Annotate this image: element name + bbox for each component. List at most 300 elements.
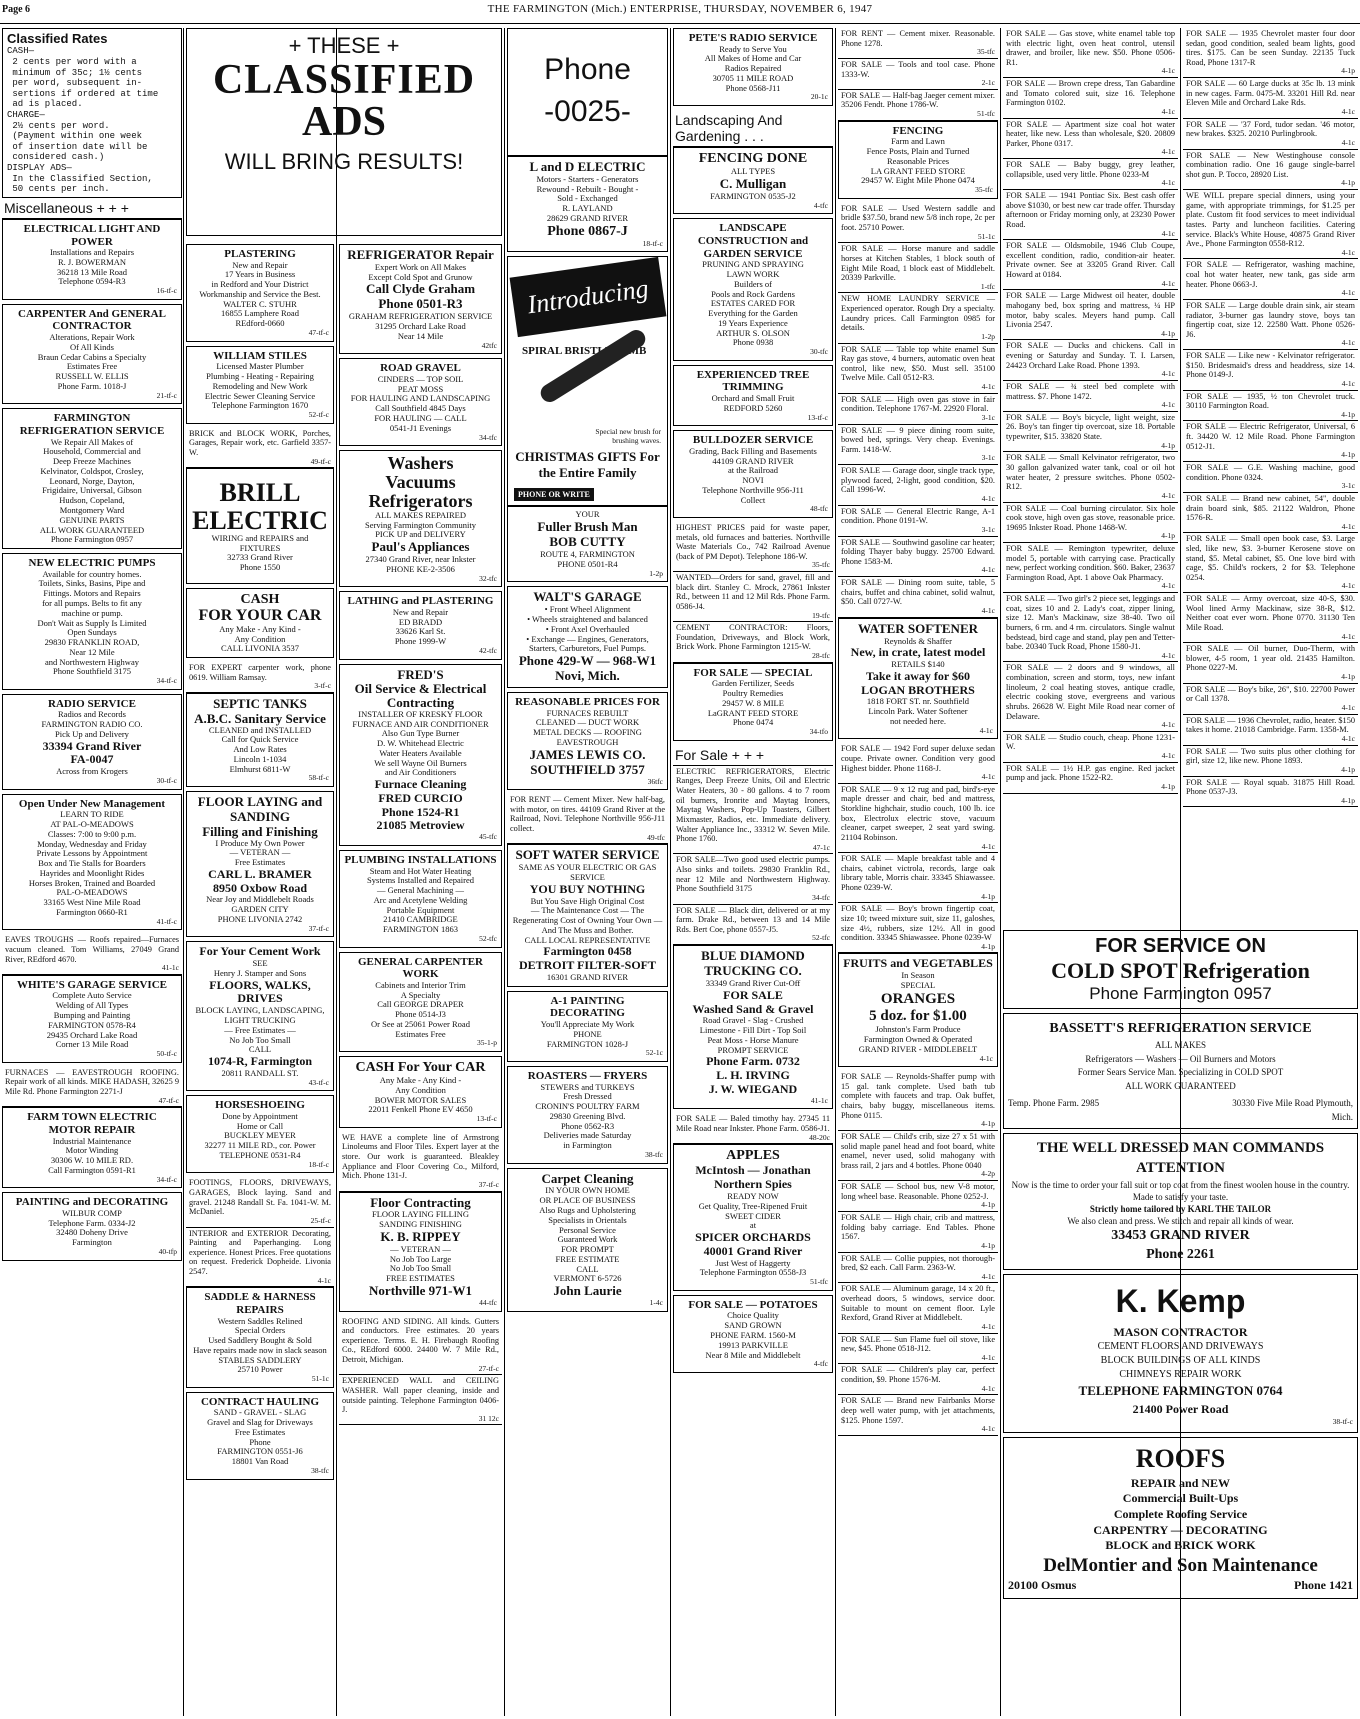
classified-listing: [2, 1067, 182, 1108]
ad-line: Furnace Cleaning: [374, 777, 467, 792]
classified-listing: [673, 572, 833, 622]
ad-code: 51-tfc: [810, 1277, 828, 1287]
bassett-address: 30330 Five Mile Road Plymouth, Mich.: [1232, 1098, 1353, 1122]
ad-line: Deep Freeze Machines: [53, 456, 131, 467]
ad-line: But You Save High Original Cost: [530, 895, 645, 906]
listing-text: FOR SALE — Garage door, single track type, plywood faced, 2-light, good condition, $20. Call 1996-W.: [841, 466, 995, 495]
ad-line: CALL: [248, 1044, 272, 1055]
classified-listing: [838, 577, 998, 618]
ad-line: SPECIAL: [900, 980, 936, 991]
ad-line: OR PLACE OF BUSINESS: [539, 1195, 636, 1206]
banner-these: + THESE +: [288, 33, 400, 58]
classified-listing: [1003, 78, 1178, 119]
listing-text: FOR SALE — Oldsmobile, 1946 Club Coupe, excellent condition, radio, condition-air heater. Private owner. See at 33205 Grand River. Call Howard at 0184.: [1006, 241, 1175, 280]
listing-code: 4-1c: [1161, 369, 1175, 379]
well-dressed-line: Now is the time to order your fall suit or top coat from the finest woolen house in the country. Made to satisfy your taste.: [1011, 1179, 1350, 1202]
classified-ad: [673, 663, 833, 741]
ad-line: Hudson, Copeland,: [59, 495, 125, 506]
listing-text: WE HAVE a complete line of Armstrong Linoleums and Floor Tiles. Expert layer at the store. Our work is guaranteed. Bleakley Appliance and Floor Covering Co., Milford, Mich. Phone 131-J.: [342, 1132, 499, 1181]
ad-line: Near Joy and Middlebelt Roads: [206, 894, 314, 905]
ad-code: 35-1-p: [477, 1038, 497, 1048]
ad-line: CALL: [576, 1263, 599, 1274]
ad-code: 38-tfc: [311, 1465, 329, 1475]
classified-ad: [339, 591, 502, 659]
listing-code: 4-1c: [981, 1424, 995, 1434]
ad-display-line: Oil Service & Electrical Contracting: [354, 681, 487, 711]
ad-line: GENUINE PARTS: [59, 514, 125, 525]
listing-text: FOR SALE — 1941 Pontiac Six. Best cash offer above $1030, or best new car trade offer. Thursday afternoon or Friday morning only, at 23230 Power Road.: [1006, 191, 1175, 229]
ad-line: Frigidaire, Universal, Gibson: [42, 485, 142, 496]
classified-listing: [1183, 533, 1358, 593]
classified-listing: [186, 662, 334, 693]
banner-ads: ADS: [301, 99, 387, 145]
listing-code: 4-1p: [1161, 328, 1175, 338]
listing-code: 4-1p: [1341, 795, 1355, 805]
ad-heading: ROASTERS — FRYERS: [527, 1069, 648, 1082]
ad-line: Phone 0867-J: [547, 223, 628, 239]
ad-line: LA GRANT FEED STORE: [870, 165, 966, 176]
listing-code: 4-1p: [1161, 440, 1175, 450]
ad-code: 58-tf-c: [308, 773, 329, 783]
ad-heading: FENCING: [892, 124, 944, 137]
ad-code: 36tfc: [647, 776, 663, 786]
classified-ad: [186, 1095, 334, 1173]
ad-heading: FRUITS and VEGETABLES: [843, 956, 993, 971]
classified-listing: [1183, 462, 1358, 493]
ad-line: And Low Rates: [233, 744, 287, 755]
ad-line: CARL L. BRAMER: [208, 866, 312, 881]
coldspot-line2: COLD SPOT Refrigeration: [1051, 958, 1310, 983]
ad-code: 13-tf-c: [476, 1114, 497, 1124]
classified-ad: [673, 365, 833, 426]
ad-heading: PETE'S RADIO SERVICE: [688, 32, 818, 44]
classified-listing: [1183, 777, 1358, 808]
classified-listing: [838, 1334, 998, 1365]
ad-line: Plumbing - Heating - Repairing: [206, 371, 314, 382]
ad-line: Hayrides and Moonlight Rides: [39, 867, 145, 878]
listing-code: 28-tfc: [812, 651, 830, 661]
classified-listing: [1003, 412, 1178, 453]
ad-line: 25710 Power: [237, 1364, 283, 1375]
ad-line: Lincoln Park. Water Softener: [868, 706, 968, 717]
ad-heading: WALT'S GARAGE: [533, 589, 642, 605]
listing-code: 4-1c: [1161, 106, 1175, 116]
column-rule: [336, 28, 337, 1716]
classified-listing: [2, 934, 182, 975]
classified-listing: [1183, 684, 1358, 715]
ad-code: 40-tfp: [158, 1246, 177, 1256]
classified-ad: [186, 588, 334, 658]
ad-line: Grading, Back Filling and Basements: [689, 445, 817, 456]
listing-code: 25-tf-c: [310, 1215, 331, 1225]
ad-line: Also Rugs and Upholstering: [539, 1205, 636, 1215]
ad-line: 36218 13 Mile Road: [56, 266, 128, 277]
ad-line: — The Maintenance Cost — The Regenerating Cost of Owning Your Own — And The Muss and Bother.: [512, 905, 663, 935]
ad-heading: ELECTRICAL LIGHT AND POWER: [23, 222, 161, 248]
ad-line: McIntosh — Jonathan: [695, 1163, 811, 1178]
listing-text: FOR SALE — Horse manure and saddle horses at Kitchen Stables, 1 block south of Eight Mile Road, 1 block east of Middlebelt. 20339 Parkville.: [841, 244, 995, 283]
listing-code: 2-1c: [981, 78, 995, 88]
phone-box: [507, 28, 668, 156]
listing-text: FOR EXPERT carpenter work, phone 0619. William Ramsay.: [189, 663, 331, 682]
listing-code: 4-1c: [1161, 490, 1175, 500]
column-rule: [183, 28, 184, 1716]
classified-listing: [1003, 732, 1178, 763]
ad-line: Leonard, Norge, Dayton,: [49, 475, 135, 486]
ad-line: Guaranteed Work: [557, 1234, 618, 1245]
ad-heading: WILLIAM STILES: [213, 349, 307, 362]
column-rule: [1000, 28, 1001, 1716]
ad-line: Phone 1524-R1: [381, 804, 460, 819]
ad-line: 33349 Grand River Cut-Off: [705, 977, 801, 988]
classified-listing: [673, 854, 833, 904]
listing-text: FOR SALE — Refrigerator, washing machine, coal hot water heater, new tank, gas side arm heater. Phone 0663-J.: [1186, 260, 1355, 289]
ad-line: not needed here.: [890, 715, 946, 726]
kemp-line: CEMENT FLOORS AND DRIVEWAYS: [1097, 1341, 1264, 1353]
ad-line: Specialists in Orientals: [548, 1214, 627, 1225]
kemp-line: CHIMNEYS REPAIR WORK: [1119, 1369, 1242, 1381]
ad-line: R. LAYLAND: [562, 203, 613, 214]
listing-code: 4-1c: [1341, 378, 1355, 388]
listing-code: 4-1c: [981, 1271, 995, 1281]
ad-line: A Specialty: [400, 989, 441, 1000]
ad-code: 21-tf-c: [156, 390, 177, 400]
ad-line: FARMINGTON 1863: [382, 924, 458, 935]
listing-text: FOR SALE — Brand new Fairbanks Morse deep well water pump, with jet attachments, $125. Phone 1597.: [841, 1396, 995, 1425]
classified-ad: [339, 1192, 502, 1312]
listing-text: FOR SALE — Like new - Kelvinator refrigerator. $150. Bridesmaid's dress and headdress, size 14. Phone 0149-J.: [1186, 351, 1355, 380]
well-dressed-address: 33453 GRAND RIVER: [1111, 1228, 1250, 1244]
roofs-line: Commercial Built-Ups: [1122, 1491, 1239, 1506]
ad-code: 48-tfc: [810, 504, 828, 514]
column-rule: [835, 28, 836, 1716]
listing-code: 4-2p: [981, 1169, 995, 1179]
ad-line: BUCKLEY MEYER: [224, 1130, 296, 1141]
ad-line: Phone 0501-R3: [378, 296, 463, 312]
classified-ad: [673, 28, 833, 106]
classified-listing: [838, 465, 998, 506]
listing-text: FOR SALE — Gas stove, white enamel table top with electric light, oven heat control, utensil drawer, and broiler, like new. $50. Phone 0506-R1.: [1006, 29, 1175, 67]
ad-line: 16301 GRAND RIVER: [546, 971, 629, 982]
ad-line: Any Condition: [234, 633, 286, 644]
listing-text: FOR SALE — Maple breakfast table and 4 chairs, cabinet victrola, records, large oak library table, Morris chair. 33345 Shiawassee. Phone 0239-W.: [841, 854, 995, 893]
ad-display-line: Filling and Finishing: [202, 823, 318, 839]
listing-text: FOR SALE — Ducks and chickens. Call in evening or Saturday and Sunday. T. I. Larsen, 24423 Orchard Lake Road. Phone 1393.: [1006, 341, 1175, 370]
listing-code: 3-1c: [981, 412, 995, 422]
ad-line: YOU BUY NOTHING: [529, 881, 646, 896]
listing-code: 47-tf-c: [158, 1095, 179, 1105]
listing-text: FOR SALE — 9 piece dining room suite, bowed bed, springs. Very cheap. Evenings. Farm. 1418-W.: [841, 425, 995, 454]
classified-listing: [1003, 28, 1178, 78]
ad-line: Farmington: [72, 1237, 112, 1248]
classified-ad: [186, 791, 334, 937]
listing-code: 4-1c: [1161, 147, 1175, 157]
phone-label: Phone: [544, 53, 631, 86]
ad-line: machine or pump.: [61, 607, 123, 618]
ad-heading: A-1 PAINTING DECORATING: [550, 994, 625, 1020]
rates-line: CHARGE—: [7, 109, 45, 120]
ad-heading: FOR SALE — POTATOES: [688, 1298, 818, 1311]
listing-text: FOR SALE — 1935 Chevrolet master four door sedan, good condition, sealed beam lights, good tires. $175. Can be seen Sunday. 22135 Tuck Road, Phone 1317-R: [1186, 29, 1355, 67]
ad-code: 20-1c: [810, 92, 828, 102]
listing-code: 4-1c: [1341, 137, 1355, 147]
rates-line: 2½ cents per word.: [7, 120, 110, 131]
listing-code: 4-1p: [1341, 764, 1355, 774]
classified-ad: [2, 975, 182, 1063]
ad-line: 18801 Van Road: [231, 1456, 289, 1467]
ad-line: — VETERAN —: [229, 847, 291, 858]
ad-line: Toilets, Sinks, Basins, Pipe and: [38, 578, 146, 589]
ad-code: 4-1c: [979, 725, 993, 735]
ad-line: 32277 11 MILE RD., cor. Power: [204, 1140, 316, 1151]
ad-line: Box and Tie Stalls for Boarders: [38, 858, 146, 869]
ad-code: 42tfc: [481, 340, 497, 350]
classified-listing: [1003, 290, 1178, 340]
listing-text: FOR SALE — High oven gas stove in fair condition. Telephone 1767-M. 22920 Floral.: [841, 394, 995, 414]
kemp-line: BLOCK BUILDINGS OF ALL KINDS: [1100, 1355, 1261, 1367]
roofs-phone: Phone 1421: [1293, 1578, 1353, 1593]
classified-listing: [1183, 28, 1358, 78]
ad-line: Phone 1550: [239, 562, 281, 573]
ad-heading: BULLDOZER SERVICE: [692, 434, 814, 447]
classified-listing: [339, 1316, 502, 1376]
ad-line: FOR HAULING AND LANDSCAPING: [350, 393, 491, 404]
listing-code: 41-1c: [161, 963, 179, 973]
rates-line: DISPLAY ADS—: [7, 163, 72, 174]
listing-text: FOR SALE — Small open book case, $3. Large sled, like new, $3. 3-burner Kerosene stove on stand, $5. Metal cabinet, $5. One love bird with cage, $5. Child's rockers, 2 for $3. Telephone 0254.: [1186, 534, 1355, 582]
listing-code: 51-tfc: [977, 109, 995, 119]
ad-code: 42-tfc: [479, 645, 497, 655]
ad-line: Phone 0514-J3: [395, 1009, 446, 1020]
ad-line: Personal Service: [559, 1224, 616, 1235]
ad-code: 30-tf-c: [156, 776, 177, 786]
classified-ad: [507, 844, 668, 986]
ad-line: Paul's Appliances: [371, 539, 470, 555]
page-header: [0, 0, 1360, 24]
ad-code: 43-tf-c: [308, 1077, 329, 1087]
section-heading: For Sale + + +: [673, 745, 833, 766]
ad-heading: PAINTING and DECORATING: [15, 1196, 169, 1209]
ad-code: 51-1c: [311, 1374, 329, 1384]
ad-line: Garden Fertilizer, Seeds: [711, 678, 795, 689]
ad-line: PEAT MOSS: [397, 383, 444, 394]
listing-text: FOR SALE — New Westinghouse console combination radio. One 16 gauge single-barrel shot gun. P. Tocco, 28920 List.: [1186, 150, 1355, 179]
classified-ad: [186, 1287, 334, 1388]
ad-line: Radios Repaired: [724, 63, 782, 74]
ad-line: 29457 W. Eight Mile Phone 0474: [861, 175, 975, 186]
well-dressed-phone: Phone 2261: [1146, 1246, 1215, 1262]
ad-line: LEARN TO RIDE: [60, 809, 124, 820]
ad-line: REDFORD 5260: [723, 402, 783, 413]
ad-line: Pick Up and Delivery: [55, 728, 129, 739]
classified-listing: [838, 1131, 998, 1181]
ad-heading: L and D ELECTRIC: [529, 159, 646, 174]
rates-title: Classified Rates: [7, 31, 108, 46]
classified-listing: [1183, 593, 1358, 643]
ad-line: Call Clyde Graham: [365, 281, 476, 297]
ad-code: 38-tfc: [645, 1149, 663, 1159]
roofs-business-name: DelMontier and Son Maintenance: [1043, 1554, 1318, 1576]
ad-line: 32480 Doheny Drive: [56, 1227, 128, 1238]
ad-line: JAMES LEWIS CO.: [529, 746, 646, 762]
listing-code: 4-1p: [981, 941, 995, 951]
ad-line: FREE ESTIMATES: [386, 1273, 455, 1284]
ad-line: Fuller Brush Man: [537, 519, 638, 535]
ad-line: New and Repair: [232, 259, 288, 270]
listing-code: 4-1c: [1341, 247, 1355, 257]
listing-text: FOR SALE — Two suits plus other clothing for girl, size 12, like new. Phone 1893.: [1186, 746, 1355, 766]
listing-text: FOR SALE — High chair, crib and mattress, folding baby carriage. End Tables. Phone 1567.: [841, 1212, 995, 1242]
listing-code: 4-1c: [1161, 720, 1175, 730]
classified-ad: [838, 618, 998, 740]
classified-listing: [1003, 452, 1178, 502]
listing-text: FOR SALE — Apartment size coal hot water heater, like new. Less than wholesale, $20. 20809 Parker, Phone 0317.: [1006, 119, 1175, 148]
listing-text: INTERIOR and EXTERIOR Decorating, Painting and Paperhanging. Long experience. Honest Prices. Free quotations on request. Frederick Dopheide. Livonia 2547.: [189, 1228, 331, 1276]
introducing-ad: [507, 256, 668, 506]
rates-line: 2 cents per word with a: [7, 56, 137, 67]
ad-line: John Laurie: [553, 1283, 622, 1299]
ad-heading: REFRIGERATOR Repair: [347, 247, 494, 262]
listing-code: 4-1c: [1341, 733, 1355, 743]
classified-listing: [1003, 381, 1178, 412]
classified-listing: [1003, 503, 1178, 544]
ad-line: READY NOW: [727, 1190, 779, 1201]
listing-text: FOR RENT — Cement mixer. Reasonable. Phone 1278.: [841, 29, 995, 48]
classified-listing: [186, 428, 334, 469]
ad-code: 16-tf-c: [156, 286, 177, 296]
ad-heading: GENERAL CARPENTER WORK: [358, 955, 483, 981]
ad-line: Get Quality, Tree-Ripened Fruit: [698, 1200, 808, 1211]
ad-line: Ready to Serve You: [719, 43, 787, 54]
classified-listing: [838, 293, 998, 343]
ad-line: Classes: 7:00 to 9:00 p.m.: [47, 828, 137, 839]
listing-code: 35-tfc: [812, 560, 830, 570]
ad-line: Montgomery Ward: [59, 504, 125, 515]
ad-line: FARMINGTON 0551-J6: [217, 1446, 303, 1457]
listing-code: 4-1c: [1341, 521, 1355, 531]
ad-line: Any Condition: [395, 1084, 446, 1095]
roofs-line: REPAIR and NEW: [1130, 1475, 1231, 1490]
coldspot-line1: FOR SERVICE ON: [1095, 935, 1266, 957]
ad-line: • Front Axel Overhauled: [545, 623, 630, 634]
classified-listing: [838, 1212, 998, 1253]
roofs-line: CARPENTRY — DECORATING: [1093, 1522, 1268, 1537]
classified-listing: [1183, 493, 1358, 534]
listing-text: FOR SALE — Used Western saddle and bridle $37.50, brand new 5/8 inch rope, 2c per foot. 25710 Power.: [841, 203, 995, 233]
listing-text: FOR SALE — Tools and tool case. Phone 1333-W.: [841, 59, 995, 79]
classified-ad: [673, 945, 833, 1109]
phone-number: -0025-: [544, 95, 631, 128]
listing-text: FOR SALE — Table top white enamel Sun Ray gas stove, 4 burners, automatic oven heat control, like new, $50. Must sell. 35100 Twelve Mile. Call 0512-R3.: [841, 344, 995, 383]
ad-line: Lincoln 1-1034: [233, 753, 287, 764]
hero-area: [186, 28, 502, 236]
ad-line: Phone 429-W — 968-W1: [518, 653, 657, 669]
classified-listing: [838, 1283, 998, 1333]
ad-line: Corner 13 Mile Road: [55, 1039, 129, 1050]
listing-code: 3-1c: [981, 453, 995, 463]
banner-results: WILL BRING RESULTS!: [224, 149, 464, 174]
column-6: [838, 28, 998, 1716]
classified-listing: [673, 766, 833, 855]
listing-code: 4-1c: [1161, 278, 1175, 288]
ad-line: SAME AS YOUR ELECTRIC OR GAS SERVICE: [518, 862, 657, 882]
ad-line: Northern Spies: [714, 1177, 792, 1192]
ad-line: Gravel and Slag for Driveways: [207, 1417, 313, 1428]
ad-line: Telephone 0594-R3: [58, 276, 126, 287]
roofs-address: 20100 Osmus: [1008, 1578, 1077, 1593]
ad-line: Telephone Farm. 0334-J2: [48, 1217, 136, 1228]
listing-code: 4-1p: [1341, 178, 1355, 188]
ad-display-line: BRILL: [219, 478, 301, 508]
ad-line: Fittings. Motors and Repairs: [43, 588, 141, 599]
ad-line: Except Cold Spot and Grunow: [368, 271, 473, 282]
ad-heading: FOR SALE — SPECIAL: [693, 666, 813, 679]
ad-line: PHONE LIVONIA 2742: [217, 913, 303, 924]
classified-listing: [838, 853, 998, 903]
ad-line: FA-0047: [70, 752, 114, 767]
ad-heading: WHITE'S GARAGE SERVICE: [17, 978, 167, 991]
ad-line: Collect: [740, 494, 766, 505]
classified-ad: [507, 1168, 668, 1312]
ad-line: VERMONT 6-5726: [553, 1273, 622, 1284]
ad-line: EAVESTROUGH: [556, 736, 619, 747]
ad-line: 40001 Grand River: [703, 1243, 803, 1258]
ad-line: FARMINGTON 0578-R4: [48, 1019, 136, 1030]
ad-line: CRONIN'S POULTRY FARM: [535, 1101, 640, 1112]
ad-line: Industrial Maintenance: [52, 1135, 132, 1146]
listing-code: 4-1p: [981, 891, 995, 901]
ad-line: Estimates Free: [66, 361, 118, 372]
ad-code: 45-tfc: [479, 832, 497, 842]
section-heading: Landscaping And Gardening . . .: [673, 110, 833, 147]
classified-ad: [339, 450, 502, 587]
listing-text: FOR SALE — 2 doors and 9 windows, all combination, screen and storm, toys, new infant linoleum, 2 coal heating stoves, antique cradle, electric cooking stove, evergreens and various shrubs. 26628 W. Eight Mile Road near corner of Delaware.: [1006, 663, 1175, 721]
ad-line: You'll Appreciate My Work: [540, 1018, 635, 1029]
ad-line: 17 Years in Business: [224, 269, 296, 280]
classified-ad: [838, 121, 998, 199]
column-1: [2, 28, 182, 1716]
ad-line: PHONE KE-2-3506: [386, 563, 455, 574]
ad-line: Phone 0938: [732, 337, 774, 348]
ad-line: 33394 Grand River: [42, 738, 142, 753]
kemp-phone: TELEPHONE FARMINGTON 0764: [1078, 1383, 1283, 1399]
classified-ad: [339, 850, 502, 948]
ad-heading: Open Under New Management: [18, 797, 166, 810]
ad-heading: WATER SOFTENER: [857, 620, 979, 636]
listing-code: 52-tfc: [812, 933, 830, 943]
ad-line: ROUTE 4, FARMINGTON: [540, 549, 635, 560]
well-dressed-line: We also clean and press. We stitch and repair all kinds of wear.: [1067, 1215, 1294, 1226]
classified-listing: [1003, 593, 1178, 662]
ad-heading: FARMINGTON REFRIGERATION SERVICE: [19, 412, 165, 437]
well-dressed-heading: THE WELL DRESSED MAN COMMANDS ATTENTION: [1036, 1140, 1325, 1177]
listing-text: FOR SALE — Dining room suite, table, 5 chairs, buffet and china cabinet, solid walnut, $50. Call 0727-W.: [841, 578, 995, 607]
ad-line: FARMINGTON 0535-J2: [710, 190, 796, 201]
ad-line: Near 14 Mile: [397, 330, 444, 341]
ad-line: FOR PROMPT: [561, 1244, 614, 1255]
spiral-bristlecomb-logo: SPIRAL BRISTLECOMB: [522, 345, 647, 358]
listing-text: FOR SALE — G.E. Washing machine, good condition. Phone 0324.: [1186, 462, 1355, 482]
ad-line: PHONE FARM. 1560-M: [710, 1329, 796, 1340]
ad-line: INSTALLER OF KRESKY FLOOR FURNACE AND AIR CONDITIONER: [352, 708, 489, 729]
ad-code: 18-tf-c: [642, 238, 663, 248]
ad-line: FLOOR LAYING FILLING: [372, 1209, 469, 1220]
listing-code: 4-1c: [1341, 581, 1355, 591]
classified-listing: [339, 1132, 502, 1192]
ad-line: Johnston's Farm Produce: [875, 1024, 961, 1035]
ad-line: NOVI: [742, 475, 764, 486]
ad-line: FURNACES REBUILT: [546, 707, 629, 718]
